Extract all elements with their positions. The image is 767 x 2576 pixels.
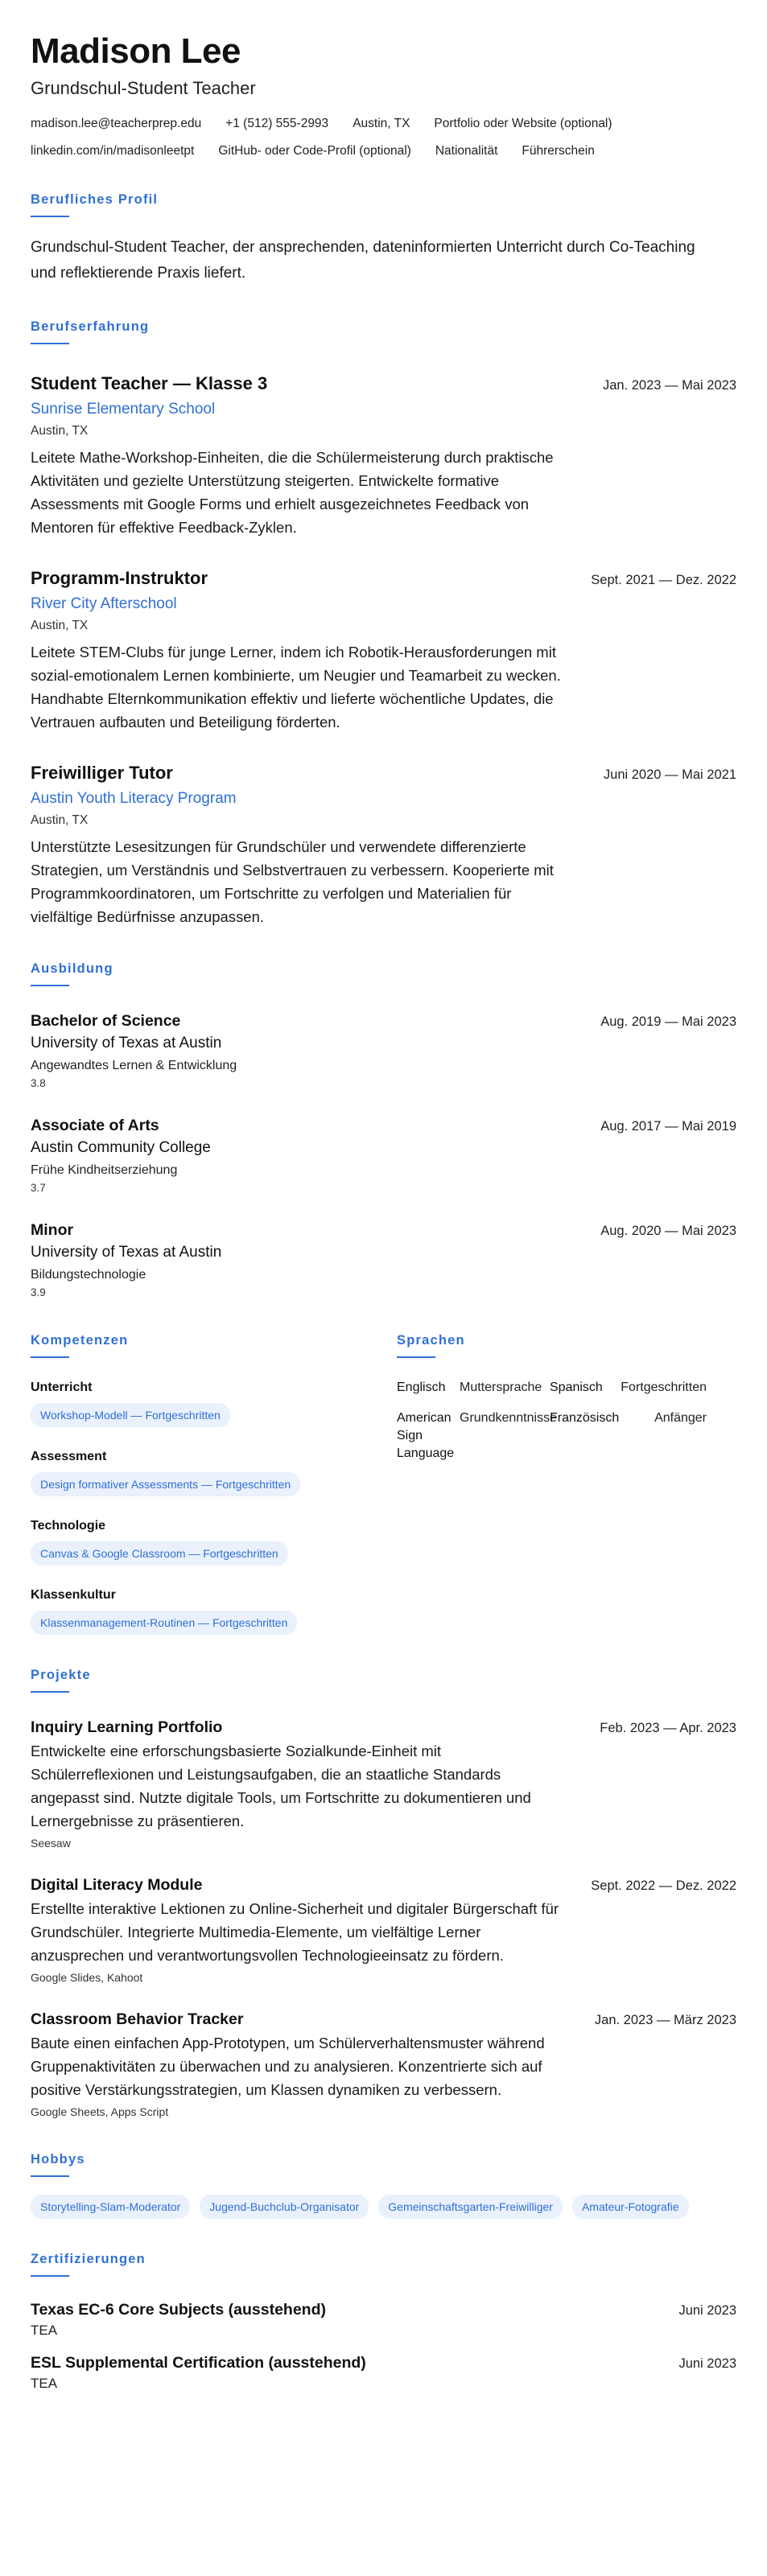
profile-text: Grundschul-Student Teacher, der ansprechenden, dateninformierten Unterricht durch Co-Teaching und reflektierende Praxis liefert. bbox=[31, 239, 695, 282]
certification-entry bbox=[31, 2352, 736, 2393]
job-entry bbox=[31, 566, 736, 734]
skill-chip: Klassenmanagement-Routinen — Fortgeschritten bbox=[31, 1611, 297, 1635]
certification-entry bbox=[31, 2299, 736, 2339]
section-divider bbox=[31, 2175, 69, 2177]
contact-portfolio[interactable]: Portfolio oder Website (optional) bbox=[434, 117, 612, 130]
job-dates: Juni 2020 — Mai 2021 bbox=[603, 767, 736, 782]
projects-section bbox=[31, 1667, 736, 2119]
section-heading: Kompetenzen bbox=[31, 1333, 129, 1348]
project-dates: Feb. 2023 — Apr. 2023 bbox=[600, 1721, 736, 1735]
skill-group bbox=[31, 1517, 397, 1566]
languages-section bbox=[397, 1332, 735, 1635]
contact-github[interactable]: GitHub- oder Code-Profil (optional) bbox=[218, 144, 411, 158]
job-dates: Sept. 2021 — Dez. 2022 bbox=[591, 573, 736, 587]
education-degree: Associate of Arts bbox=[31, 1117, 159, 1134]
education-dates: Aug. 2020 — Mai 2023 bbox=[600, 1224, 736, 1238]
job-description: Unterstützte Lesesitzungen für Grundschüler und verwendete differenzierte Strategien, um Verständnis und Selbstvertrauen zu verbessern. Kooperierte mit Programmkoordinatoren, um Fortschritte zu verfolgen und Materialien für vielfältige Bedürfnisse anzupassen. bbox=[31, 838, 554, 925]
language-name: American Sign Language bbox=[397, 1411, 455, 1460]
contact-list bbox=[31, 116, 739, 159]
contact-phone[interactable]: +1 (512) 555-2993 bbox=[225, 117, 329, 130]
job-description: Leitete STEM-Clubs für junge Lerner, indem ich Robotik-Herausforderungen mit sozial-emotionalem Lernen kombinierte, um Neugier und Teamarbeit zu wecken. Handhabte Elternkommunikation effektiv und lieferte wöchentliche Updates, die Vertrauen aufbauten und Beteiligung förderten. bbox=[31, 644, 561, 730]
candidate-title: Grundschul-Student Teacher bbox=[31, 78, 256, 98]
hobby-chip: Gemeinschaftsgarten-Freiwilliger bbox=[378, 2195, 563, 2219]
education-field: Frühe Kindheitserziehung bbox=[31, 1163, 178, 1177]
section-divider bbox=[397, 1356, 435, 1358]
certifications-section bbox=[31, 2251, 736, 2393]
section-heading: Hobbys bbox=[31, 2152, 85, 2167]
project-title: Classroom Behavior Tracker bbox=[31, 2010, 244, 2028]
hobby-chip: Jugend-Buchclub-Organisator bbox=[200, 2195, 369, 2219]
section-divider bbox=[31, 985, 69, 986]
education-gpa: 3.9 bbox=[31, 1286, 46, 1298]
project-title: Inquiry Learning Portfolio bbox=[31, 1718, 223, 1736]
project-title: Digital Literacy Module bbox=[31, 1876, 203, 1894]
skills-languages-row bbox=[31, 1332, 736, 1635]
project-description: Entwickelte eine erforschungsbasierte Sozialkunde-Einheit mit Schülerreflexionen und Leistungsaufgaben, die an staatliche Standards angepasst sind. Nutzte digitale Tools, um Fortschritte zu dokumentieren und Lernergebnisse zu präsentieren. bbox=[31, 1743, 531, 1829]
education-field: Bildungstechnologie bbox=[31, 1268, 146, 1282]
project-description: Erstellte interaktive Lektionen zu Online-Sicherheit und digitaler Bürgerschaft für Grundschüler. Integrierte Multimedia-Elemente, um vielfältige Lerner anzusprechen und verantwortungsvollen Technologieeinsatz zu fördern. bbox=[31, 1900, 559, 1964]
job-entry bbox=[31, 761, 736, 928]
job-location: Austin, TX bbox=[31, 813, 89, 827]
section-divider bbox=[31, 2275, 69, 2277]
skills-section bbox=[31, 1332, 397, 1635]
project-description: Baute einen einfachen App-Prototypen, um Schülerverhaltensmuster während Gruppenaktivitäten zu überwachen und zu analysieren. Konzentrierte sich auf positive Verstärkungsstrategien, um Klassen dynamiken zu verbessern. bbox=[31, 2035, 545, 2098]
project-dates: Sept. 2022 — Dez. 2022 bbox=[591, 1879, 736, 1893]
contact-linkedin[interactable]: linkedin.com/in/madisonleetpt bbox=[31, 144, 195, 158]
skill-chip: Design formativer Assessments — Fortgeschritten bbox=[31, 1472, 300, 1496]
contact-email[interactable]: madison.lee@teacherprep.edu bbox=[31, 117, 202, 130]
language-level: Grundkenntnisse bbox=[460, 1411, 557, 1425]
contact-license: Führerschein bbox=[522, 144, 595, 158]
language-name: Spanisch bbox=[550, 1381, 603, 1394]
language-name: Französisch bbox=[550, 1411, 620, 1425]
skill-group-name: Assessment bbox=[31, 1450, 107, 1463]
project-tools: Google Slides, Kahoot bbox=[31, 1971, 143, 1984]
section-divider bbox=[31, 343, 69, 344]
hobby-chip: Amateur-Fotografie bbox=[572, 2195, 689, 2219]
skill-group bbox=[31, 1448, 397, 1496]
section-heading: Projekte bbox=[31, 1668, 91, 1682]
section-heading: Berufserfahrung bbox=[31, 319, 150, 334]
hobbies-section bbox=[31, 2151, 736, 2219]
hobby-chip-list bbox=[31, 2195, 723, 2219]
job-entry bbox=[31, 372, 736, 539]
certification-date: Juni 2023 bbox=[678, 2356, 736, 2371]
education-degree: Minor bbox=[31, 1221, 74, 1239]
language-name: Englisch bbox=[397, 1381, 446, 1394]
skill-chip: Canvas & Google Classroom — Fortgeschritten bbox=[31, 1541, 288, 1566]
job-company: Sunrise Elementary School bbox=[31, 401, 216, 418]
skill-group bbox=[31, 1586, 397, 1635]
education-dates: Aug. 2017 — Mai 2019 bbox=[600, 1119, 736, 1134]
candidate-name: Madison Lee bbox=[31, 31, 241, 71]
profile-section bbox=[31, 191, 736, 286]
section-heading: Sprachen bbox=[397, 1333, 465, 1348]
project-tools: Seesaw bbox=[31, 1837, 71, 1850]
certification-name: Texas EC-6 Core Subjects (ausstehend) bbox=[31, 2301, 326, 2319]
skill-group-name: Klassenkultur bbox=[31, 1588, 116, 1602]
section-heading: Berufliches Profil bbox=[31, 192, 159, 207]
education-dates: Aug. 2019 — Mai 2023 bbox=[600, 1014, 736, 1029]
project-dates: Jan. 2023 — März 2023 bbox=[594, 2013, 736, 2027]
job-location: Austin, TX bbox=[31, 424, 89, 438]
resume-header bbox=[31, 31, 736, 159]
section-heading: Zertifizierungen bbox=[31, 2252, 146, 2266]
education-field: Angewandtes Lernen & Entwicklung bbox=[31, 1059, 237, 1072]
project-entry bbox=[31, 1717, 736, 1850]
education-section bbox=[31, 961, 736, 1300]
education-entry bbox=[31, 1220, 736, 1300]
skill-group-name: Technologie bbox=[31, 1519, 106, 1533]
section-heading: Ausbildung bbox=[31, 961, 113, 976]
project-tools: Google Sheets, Apps Script bbox=[31, 2105, 169, 2118]
job-description: Leitete Mathe-Workshop-Einheiten, die die Schülermeisterung durch praktische Aktivitäten und gezielte Unterstützung steigerten. Entwickelte formative Assessments mit Google Forms und erhielt ausgezeichnetes Feedback von Mentoren für effektive Feedback-Zyklen. bbox=[31, 449, 554, 536]
experience-section bbox=[31, 319, 736, 928]
skill-group-name: Unterricht bbox=[31, 1381, 93, 1394]
language-level: Fortgeschritten bbox=[621, 1381, 707, 1394]
job-dates: Jan. 2023 — Mai 2023 bbox=[602, 378, 736, 393]
certification-name: ESL Supplemental Certification (ausstehend) bbox=[31, 2354, 366, 2372]
education-degree: Bachelor of Science bbox=[31, 1012, 181, 1030]
section-divider bbox=[31, 216, 69, 217]
certification-issuer: TEA bbox=[31, 2376, 58, 2391]
education-school: Austin Community College bbox=[31, 1139, 211, 1156]
education-school: University of Texas at Austin bbox=[31, 1244, 222, 1261]
education-gpa: 3.8 bbox=[31, 1077, 46, 1089]
job-company: River City Afterschool bbox=[31, 595, 177, 612]
certification-date: Juni 2023 bbox=[678, 2303, 736, 2318]
project-entry bbox=[31, 2009, 736, 2119]
job-title: Programm-Instruktor bbox=[31, 568, 208, 588]
education-entry bbox=[31, 1115, 736, 1195]
project-entry bbox=[31, 1874, 736, 1985]
job-title: Freiwilliger Tutor bbox=[31, 763, 173, 783]
languages-grid bbox=[397, 1379, 735, 1463]
section-divider bbox=[31, 1356, 69, 1358]
contact-location: Austin, TX bbox=[353, 117, 410, 130]
skill-group bbox=[31, 1379, 397, 1427]
education-school: University of Texas at Austin bbox=[31, 1035, 222, 1051]
skill-chip: Workshop-Modell — Fortgeschritten bbox=[31, 1403, 230, 1427]
contact-nationality: Nationalität bbox=[435, 144, 498, 158]
section-divider bbox=[31, 1691, 69, 1693]
education-entry bbox=[31, 1010, 736, 1091]
language-level: Anfänger bbox=[654, 1411, 707, 1425]
job-title: Student Teacher — Klasse 3 bbox=[31, 373, 268, 393]
language-level: Muttersprache bbox=[460, 1381, 542, 1394]
job-company: Austin Youth Literacy Program bbox=[31, 790, 237, 807]
hobby-chip: Storytelling-Slam-Moderator bbox=[31, 2195, 190, 2219]
education-gpa: 3.7 bbox=[31, 1182, 46, 1194]
job-location: Austin, TX bbox=[31, 619, 89, 632]
certification-issuer: TEA bbox=[31, 2323, 58, 2338]
